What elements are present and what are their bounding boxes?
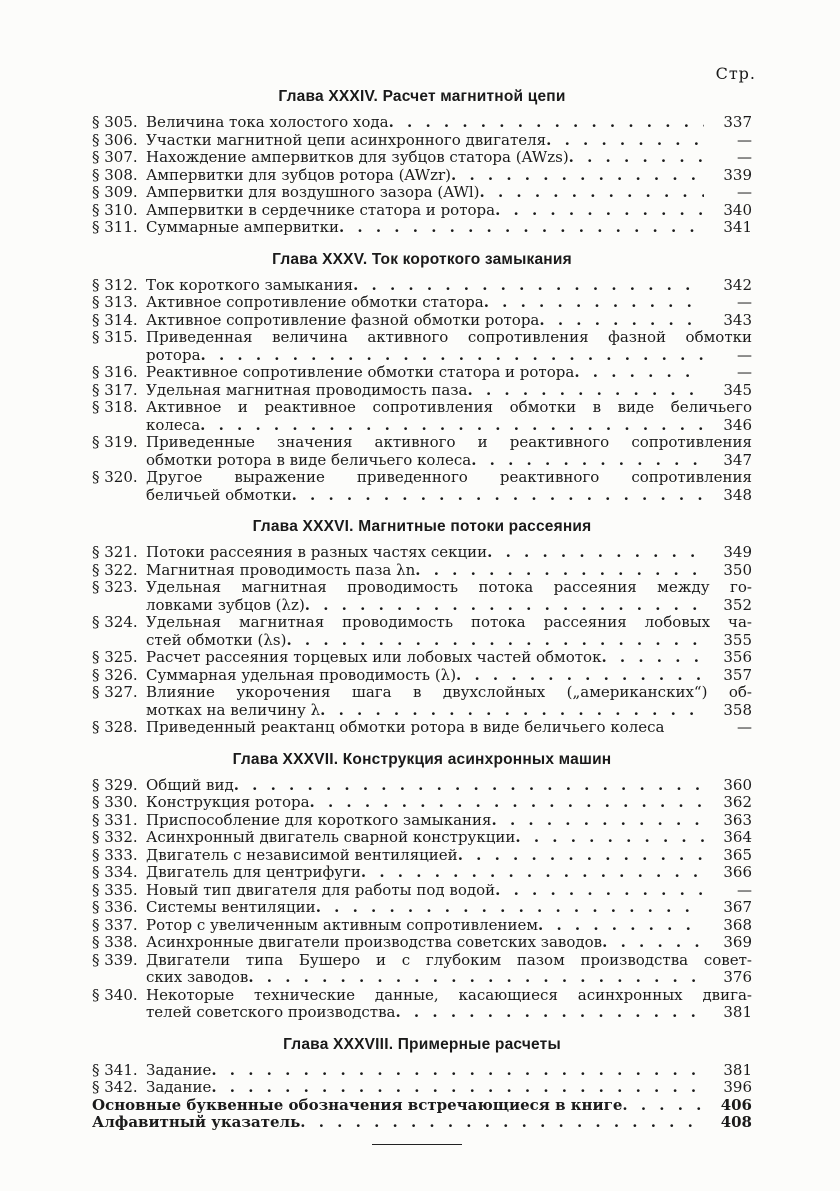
dot-leader (300, 1114, 704, 1132)
section-number: § 333. (92, 845, 138, 864)
section-number: § 305. (92, 113, 138, 131)
page-number: 356 (723, 648, 752, 666)
page-number: — (737, 148, 752, 166)
section-number: § 329. (92, 775, 138, 794)
entry-title-line: Системы вентиляции (146, 898, 316, 916)
entry-title-line: Основные буквенные обозначения встречающиеся в книге (92, 1095, 623, 1114)
toc-entry (92, 399, 752, 434)
toc-entry (92, 934, 752, 952)
entry-title-line: мотках на величину λ (146, 700, 321, 719)
entry-title-line: колеса (146, 415, 201, 434)
toc-entry (92, 294, 752, 312)
end-rule (372, 1144, 462, 1145)
section-number: § 340. (92, 985, 138, 1004)
page-number: 341 (723, 218, 752, 236)
section-number: § 321. (92, 543, 138, 561)
toc-entry (92, 917, 752, 935)
toc-entry (92, 562, 752, 580)
toc-entry (92, 952, 752, 987)
chapter-title: Глава XXXVI. Магнитные потоки рассеяния (252, 518, 592, 535)
section-number: § 334. (92, 863, 138, 881)
section-number: § 325. (92, 648, 138, 666)
section-number: § 311. (92, 218, 138, 236)
dot-leader (389, 114, 704, 132)
toc-entry (92, 202, 752, 220)
toc-entry (92, 277, 752, 295)
entry-title-line: Активное и реактивное сопротивления обмотки в виде беличьего (146, 398, 752, 416)
toc-entry (92, 167, 752, 185)
entry-title-line: Приведенный реактанц обмотки ротора в виде беличьего колеса (146, 718, 665, 736)
entry-title-line: Двигатель для центрифуги (146, 863, 361, 881)
page-number: 348 (723, 485, 752, 504)
entry-title-line: обмотки ротора в виде беличьего колеса (146, 450, 472, 469)
toc-entry (92, 1097, 752, 1115)
page-number: 376 (723, 968, 752, 986)
dot-leader (456, 667, 704, 685)
entry-title-line: ских заводов (146, 968, 249, 986)
entry-title-line: Двигатель с независимой вентиляцией (146, 845, 458, 864)
page-number: 340 (723, 200, 752, 219)
section-number: § 330. (92, 793, 138, 811)
page-number: 364 (723, 828, 752, 846)
page-number: — (737, 718, 752, 736)
page-number: 346 (723, 415, 752, 434)
toc-entry (92, 132, 752, 150)
toc-entry (92, 847, 752, 865)
section-number: § 336. (92, 898, 138, 916)
dot-leader (316, 899, 704, 917)
page-number: 358 (723, 700, 752, 719)
section-number: § 331. (92, 810, 138, 829)
dot-leader (292, 487, 704, 505)
section-number: § 309. (92, 183, 138, 201)
page-number: 357 (723, 665, 752, 684)
section-number: § 328. (92, 718, 138, 736)
entry-title-line: беличьей обмотки (146, 485, 292, 504)
entry-title-line: Реактивное сопротивление обмотки статора и ротора (146, 363, 575, 381)
entry-title-line: стей обмотки (λs) (146, 630, 287, 649)
entry-title-line: Задание (146, 1060, 212, 1079)
dot-leader (310, 794, 704, 812)
entry-title-line: Алфавитный указатель (92, 1113, 301, 1131)
entry-title-line: Суммарная удельная проводимость (λ) (146, 665, 457, 684)
dot-leader (201, 347, 704, 365)
dot-leader (471, 452, 704, 470)
page-number: 406 (720, 1095, 752, 1114)
page-number: 381 (723, 1060, 752, 1079)
dot-leader (480, 184, 704, 202)
dot-leader (286, 632, 704, 650)
dot-leader (451, 167, 704, 185)
dot-leader (468, 382, 705, 400)
entry-title-line: Участки магнитной цепи асинхронного двигателя (146, 130, 547, 149)
dot-leader (248, 969, 704, 987)
dot-leader (395, 1004, 704, 1022)
section-number: § 327. (92, 683, 138, 701)
page-number: 342 (723, 275, 752, 294)
entry-title-line: Ампервитки в сердечнике статора и ротора (146, 200, 496, 219)
entry-title-line: Активное сопротивление фазной обмотки ротора (146, 310, 540, 329)
page-number: — (737, 345, 752, 364)
entry-title-line: Асинхронные двигатели производства советских заводов (146, 933, 603, 951)
section-number: § 308. (92, 165, 138, 184)
toc-entry (92, 684, 752, 719)
toc-entry (92, 719, 752, 737)
entry-title-line: Удельная магнитная проводимость потока рассеяния между го- (146, 578, 752, 596)
section-number: § 335. (92, 880, 138, 899)
toc-entry (92, 882, 752, 900)
page-number: — (737, 183, 752, 201)
dot-leader (601, 649, 704, 667)
toc-entry (92, 149, 752, 167)
page-number: 408 (720, 1113, 752, 1131)
page-number: 368 (723, 915, 752, 934)
entry-title-line: Удельная магнитная проводимость паза (146, 380, 468, 399)
entry-title-line: ловками зубцов (λz) (146, 595, 305, 614)
section-number: § 339. (92, 950, 138, 969)
section-number: § 317. (92, 380, 138, 399)
entry-title-line: Удельная магнитная проводимость потока рассеяния лобовых ча- (146, 613, 752, 631)
section-number: § 338. (92, 933, 138, 951)
toc-entry (92, 329, 752, 364)
section-number: § 313. (92, 293, 138, 311)
dot-leader (495, 202, 704, 220)
entry-title-line: Ток короткого замыкания (146, 275, 354, 294)
dot-leader (495, 882, 704, 900)
section-number: § 312. (92, 275, 138, 294)
toc-entry (92, 469, 752, 504)
toc-entry (92, 667, 752, 685)
entry-title-line: Ротор с увеличенным активным сопротивлением (146, 915, 539, 934)
entry-title-line: Приведенные значения активного и реактивного сопротивления (146, 433, 752, 451)
entry-title-line: Асинхронный двигатель сварной конструкции (146, 828, 516, 846)
section-number: § 315. (92, 328, 138, 346)
page-number: 337 (723, 113, 752, 131)
page-number: 352 (723, 595, 752, 614)
dot-leader (574, 364, 704, 382)
toc-entry (92, 1079, 752, 1097)
entry-title-line: Другое выражение приведенного реактивного сопротивления (146, 468, 752, 486)
page-number: 360 (723, 775, 752, 794)
section-number: § 318. (92, 398, 138, 416)
entry-title-line: Некоторые технические данные, касающиеся асинхронных двига- (146, 985, 752, 1004)
toc-entry (92, 184, 752, 202)
dot-leader (538, 917, 704, 935)
page-number: 347 (723, 450, 752, 469)
toc-entry (92, 777, 752, 795)
table-of-contents (92, 88, 752, 1132)
page-number: 355 (723, 630, 752, 649)
page-number: 339 (723, 165, 752, 184)
section-number: § 323. (92, 578, 138, 596)
section-number: § 316. (92, 363, 138, 381)
section-number: § 324. (92, 613, 138, 631)
section-number: § 332. (92, 828, 138, 846)
page-number: 343 (723, 310, 752, 329)
chapter-title: Глава XXXIV. Расчет магнитной цепи (278, 88, 566, 105)
page-number: 396 (723, 1078, 752, 1096)
page-number: 350 (723, 560, 752, 579)
entry-title-line: Нахождение ампервитков для зубцов статора (AWzs) (146, 148, 569, 166)
entry-title-line: Двигатели типа Бушеро и с глубоким пазом производства совет- (146, 950, 752, 969)
section-number: § 322. (92, 560, 138, 579)
toc-entry (92, 544, 752, 562)
page-number: 381 (723, 1003, 752, 1021)
entry-title-line: Суммарные ампервитки (146, 218, 339, 236)
dot-leader (305, 597, 704, 615)
entry-title-line: Магнитная проводимость паза λn (146, 560, 416, 579)
toc-entry (92, 794, 752, 812)
dot-leader (234, 777, 704, 795)
dot-leader (361, 864, 704, 882)
toc-entry (92, 864, 752, 882)
toc-entry (92, 987, 752, 1022)
chapter-title: Глава XXXVII. Конструкция асинхронных машин (232, 750, 612, 768)
dot-leader (487, 544, 704, 562)
toc-entry (92, 649, 752, 667)
entry-title-line: Потоки рассеяния в разных частях секции (146, 543, 488, 561)
dot-leader (339, 219, 704, 237)
page-number: — (737, 130, 752, 149)
section-number: § 326. (92, 665, 138, 684)
section-number: § 342. (92, 1078, 138, 1096)
section-number: § 306. (92, 130, 138, 149)
section-number: § 314. (92, 310, 138, 329)
entry-title-line: Приведенная величина активного сопротивления фазной обмотки (146, 328, 752, 346)
toc-entry (92, 1114, 752, 1132)
dot-leader (415, 562, 704, 580)
section-number: § 319. (92, 433, 138, 451)
dot-leader (211, 1062, 704, 1080)
dot-leader (492, 812, 704, 830)
dot-leader (320, 702, 704, 720)
dot-leader (569, 149, 704, 167)
page-number: — (737, 363, 752, 381)
section-number: § 337. (92, 915, 138, 934)
dot-leader (539, 312, 704, 330)
toc-entry (92, 614, 752, 649)
chapter-title: Глава XXXV. Ток короткого замыкания (272, 250, 572, 268)
dot-leader (458, 847, 704, 865)
page-number: 362 (723, 793, 752, 811)
page-column-header: Стр. (715, 64, 756, 83)
dot-leader (200, 417, 704, 435)
dot-leader (515, 829, 704, 847)
section-number: § 307. (92, 148, 138, 166)
toc-entry (92, 829, 752, 847)
toc-entry (92, 579, 752, 614)
entry-title-line: Ампервитки для воздушного зазора (AWl) (146, 183, 480, 201)
toc-entry (92, 899, 752, 917)
entry-title-line: Активное сопротивление обмотки статора (146, 293, 484, 311)
entry-title-line: Величина тока холостого хода (146, 113, 389, 131)
page-number: 365 (723, 845, 752, 864)
page-number: 366 (723, 863, 752, 881)
section-number: § 320. (92, 468, 138, 486)
dot-leader (622, 1097, 704, 1115)
dot-leader (353, 277, 704, 295)
page-number: 349 (723, 543, 752, 561)
chapter-title: Глава XXXVIII. Примерные расчеты (283, 1035, 561, 1053)
dot-leader (484, 294, 704, 312)
dot-leader (211, 1079, 704, 1097)
toc-entry (92, 434, 752, 469)
toc-entry (92, 219, 752, 237)
entry-title-line: ротора (146, 345, 201, 364)
entry-title-line: Приспособление для короткого замыкания (146, 810, 492, 829)
toc-entry (92, 1062, 752, 1080)
entry-title-line: Общий вид (146, 775, 234, 794)
page-number: — (737, 880, 752, 899)
entry-title-line: Задание (146, 1078, 212, 1096)
page-number: 367 (723, 898, 752, 916)
toc-entry (92, 312, 752, 330)
toc-entry (92, 812, 752, 830)
page-number: 369 (723, 933, 752, 951)
section-number: § 341. (92, 1060, 138, 1079)
entry-title-line: Влияние укорочения шага в двухслойных („американских“) об- (146, 683, 752, 701)
dot-leader (602, 934, 704, 952)
page-number: 345 (723, 380, 752, 399)
entry-title-line: Ампервитки для зубцов ротора (AWzr) (146, 165, 452, 184)
dot-leader (546, 132, 704, 150)
toc-entry (92, 382, 752, 400)
entry-title-line: Расчет рассеяния торцевых или лобовых частей обмоток (146, 648, 602, 666)
entry-title-line: Конструкция ротора (146, 793, 310, 811)
section-number: § 310. (92, 200, 138, 219)
entry-title-line: телей советского производства (146, 1003, 396, 1021)
page-number: — (737, 293, 752, 311)
toc-entry (92, 364, 752, 382)
toc-entry (92, 114, 752, 132)
entry-title-line: Новый тип двигателя для работы под водой (146, 880, 496, 899)
page-number: 363 (723, 810, 752, 829)
